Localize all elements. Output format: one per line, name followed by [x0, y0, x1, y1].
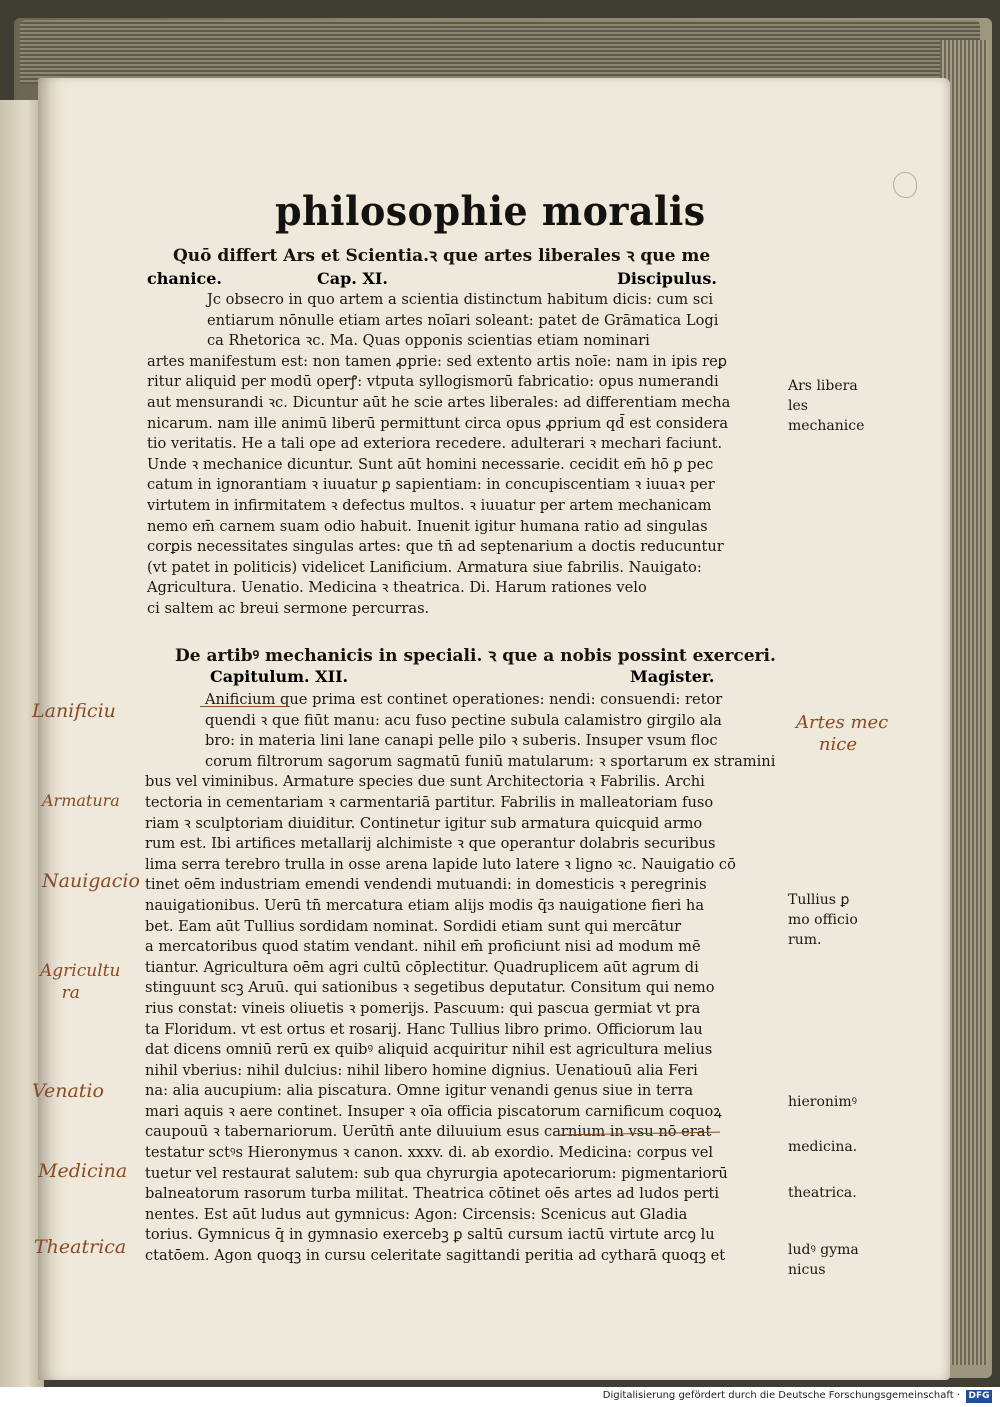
text-line: nauigationibus. Uerū tn̄ mercatura etiam alijs modis q̄ɜ nauigatione fieri ha [145, 896, 705, 914]
text-line: ci saltem ac breui sermone percurras. [147, 599, 430, 617]
text-line: testatur sctꝰs Hieronymus ꝛ canon. xxxv. di. ab exordio. Medicina: corpus vel [145, 1144, 714, 1162]
text-line: a mercatoribus quod statim vendant. nihil em̄ proficiunt nisi ad modum mē [145, 938, 701, 956]
text-line: Agricultura. Uenatio. Medicina ꝛ theatrica. Di. Harum rationes velo [147, 579, 647, 597]
text-line: (vt patet in politicis) videlicet Lanificium. Armatura siue fabrilis. Nauigato: [147, 558, 702, 576]
text-line: aut mensurandi ꝛc. Dicuntur aūt he scie artes liberales: ad differentiam mecha [147, 393, 731, 411]
handwritten-lanificium: Lanificiu [32, 700, 116, 722]
margin-note-medicina: medicina. [788, 1139, 858, 1155]
chapter-11-body [147, 290, 787, 620]
text-line: corꝑis necessitates singulas artes: que tn̄ ad septenarium a doctis reducuntur [147, 538, 724, 556]
text-line: nentes. Est aūt ludus aut gymnicus: Agon: Circensis: Scenicus aut Gladia [145, 1205, 688, 1223]
handwritten-venatio: Venatio [32, 1080, 104, 1102]
text-line: tio veritatis. He a tali ope ad exteriora recedere. adulterari ꝛ mechari faciunt. [147, 435, 723, 453]
chapter-11-number: Cap. XI. [317, 269, 388, 288]
text-line: mari aquis ꝛ aere continet. Insuper ꝛ oīa officia piscatorum carnificum coquoꝝ [145, 1102, 722, 1120]
text-line: rum est. Ibi artifices metallarij alchimiste ꝛ que operantur dolabris securibus [145, 835, 716, 853]
handwritten-underline [200, 706, 290, 707]
text-line: corum filtrorum sagorum sagmatū funiū matularum: ꝛ sportarum ex stramini [205, 752, 776, 770]
text-line: torius. Gymnicus q̄ in gymnasio exercebꝫ ꝑ saltū cursum iactū virtute arcꝯ lu [145, 1226, 715, 1244]
text-line: nihil vberius: nihil dulcius: nihil libero homine dignius. Uenatiouū alia Feri [145, 1061, 698, 1079]
handwritten-right-note: Artes mec nice [796, 712, 889, 755]
chapter-11-title-cont: chanice. [147, 269, 222, 288]
text-line: tectoria in cementariam ꝛ carmentariā partitur. Fabrilis in malleatoriam fuso [145, 793, 714, 811]
text-line: stinguunt scꝫ Aruū. qui sationibus ꝛ segetibus deputatur. Consitum qui nemo [145, 979, 715, 997]
chapter-12-speaker: Magister. [630, 667, 715, 686]
text-line: ca Rhetorica ꝛc. Ma. Quas opponis scientias etiam nominari [207, 332, 650, 350]
margin-note-ludus: ludꝰ gyma nicus [788, 1242, 859, 1278]
text-line: tuetur vel restaurat salutem: sub qua chyrurgia apotecariorum: pigmentariorū [145, 1164, 728, 1182]
text-line: tiantur. Agricultura oēm agri cultū cōplectitur. Quadruplicem aūt agrum di [145, 958, 699, 976]
text-line: balneatorum rasorum turba militat. Theatrica cōtinet oēs artes ad ludos perti [145, 1185, 720, 1203]
text-line: nicarum. nam ille animū liberū permittunt circa opus ꝓprium qd̄ est considera [147, 414, 729, 432]
handwritten-nauigatio: Nauigacio [42, 870, 140, 892]
chapter-11-speaker: Discipulus. [617, 269, 717, 288]
handwritten-agricultura: Agricultu ra [40, 961, 121, 1003]
text-line: bus vel viminibus. Armature species due sunt Architectoria ꝛ Fabrilis. Archi [145, 773, 705, 791]
funding-note: Digitalisierung gefördert durch die Deutsche Forschungsgemeinschaft · [602, 1390, 960, 1401]
margin-note-tullius: Tullius ꝑ mo officio rum. [788, 892, 858, 948]
margin-note-hieronimus: hieronimꝰ [788, 1094, 858, 1110]
chapter-12-body [145, 690, 790, 1267]
text-line: ritur aliquid per modū operꝭ: vtputa syllogismorū fabricatio: opus numerandi [147, 373, 719, 391]
chapter-12-title: De artibꝰ mechanicis in speciali. ꝛ que a nobis possint exerceri. [175, 646, 776, 666]
chapter-11-title: Quō differt Ars et Scientia.ꝛ que artes liberales ꝛ que me [173, 246, 711, 266]
text-line: rius constat: vineis oliuetis ꝛ pomerijs. Pascuum: qui pascua germiat vt pra [145, 999, 701, 1017]
handwritten-theatrica: Theatrica [34, 1236, 127, 1258]
chapter-12-number: Capitulum. XII. [210, 667, 349, 686]
text-line: tinet oēm industriam emendi vendendi mutuandi: in domesticis ꝛ peregrinis [145, 876, 707, 894]
text-line: caupouū ꝛ tabernariorum. Uerūtn̄ ante diluuium esus carnium in vsu nō erat [145, 1123, 712, 1141]
footer-bar [0, 1387, 1000, 1407]
handwritten-armatura: Armatura [42, 791, 120, 810]
text-line: ta Floridum. vt est ortus et rosarij. Hanc Tullius libro primo. Officiorum lau [145, 1020, 703, 1038]
top-page-edges [20, 20, 980, 84]
text-line: virtutem in infirmitatem ꝛ defectus multos. ꝛ iuuatur per artem mechanicam [147, 496, 712, 514]
text-line: quendi ꝛ que fiūt manu: acu fuso pectine subula calamistro girgilo ala [205, 711, 722, 729]
running-head: philosophie moralis [275, 188, 706, 235]
corner-stain [893, 172, 917, 198]
text-line: artes manifestum est: non tamen ꝓprie: sed extento artis noīe: nam in ipis reꝑ [147, 352, 728, 370]
margin-note-theatrica: theatrica. [788, 1185, 857, 1201]
text-line: bet. Eam aūt Tullius sordidam nominat. Sordidi etiam sunt qui mercātur [145, 917, 682, 935]
text-line: dat dicens omniū rerū ex quibꝰ aliquid acquiritur nihil est agricultura melius [145, 1041, 713, 1059]
text-line: bro: in materia lini lane canapi pelle pilo ꝛ suberis. Insuper vsum floc [205, 732, 718, 750]
text-line: Unde ꝛ mechanice dicuntur. Sunt aūt homini necessarie. cecidit em̄ hō ꝑ pec [147, 455, 714, 473]
text-line: ctatōem. Agon quoqꝫ in cursu celeritate sagittandi peritia ad cytharā quoqꝫ et [145, 1247, 726, 1265]
margin-note-ars: Ars libera les mechanice [788, 378, 865, 434]
text-line: lima serra terebro trulla in osse arena lapide luto latere ꝛ ligno ꝛc. Nauigatio cō [145, 855, 736, 873]
text-line: riam ꝛ sculptoriam diuiditur. Continetur igitur sub armatura quicquid armo [145, 814, 703, 832]
text-line: nemo em̄ carnem suam odio habuit. Inuenit igitur humana ratio ad singulas [147, 517, 708, 535]
text-line: Anificium que prima est continet operationes: nendi: consuendi: retor [205, 691, 723, 708]
text-line: catum in ignorantiam ꝛ iuuatur ꝑ sapientiam: in concupiscentiam ꝛ iuuaꝛ per [147, 476, 715, 494]
handwritten-medicina: Medicina [38, 1160, 128, 1182]
text-line: entiarum nōnulle etiam artes noīari soleant: patet de Grāmatica Logi [207, 311, 719, 329]
dfg-logo: DFG [966, 1390, 992, 1403]
text-line: Jc obsecro in quo artem a scientia distinctum habitum dicis: cum sci [207, 291, 714, 308]
text-line: na: alia aucupium: alia piscatura. Omne igitur venandi genus siue in terra [145, 1082, 694, 1100]
